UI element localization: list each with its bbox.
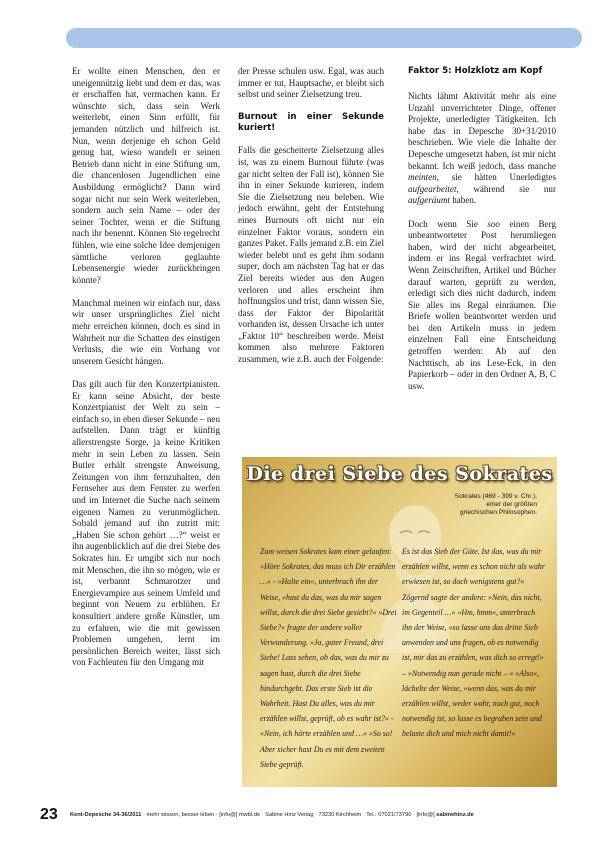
header-bar [66, 28, 582, 48]
page-footer: Kent-Depesche 34-36/2011 · mehr wissen, besser leben · [info@] mwbl.de · Sabine Hinz Verlag · 73230 Kirchheim · Tel.: 07021/73790 · [info@] sabinehinz.de [70, 812, 474, 818]
text-column-2 [238, 66, 384, 377]
paragraph: Nichts lähmt Aktivität mehr als eine Unzahl unverrichteter Dinge, offener Projekte, unerledigter Tätigkeiten. Ich habe das in Depesche 30+31/2010 beschrieben. Wie viele die Inhalte der Depesche umgesetzt haben, ist mir nicht bekannt. Ich weiß jedoch, dass manche meinten, sie hätten Unerledigtes aufgearbeitet, während sie nur aufgeräumt haben. [408, 91, 556, 206]
image-caption: Sokrates (469 - 399 v. Chr.), einer der größten griechischen Philosophen. [454, 493, 537, 517]
section-heading: Faktor 5: Holzklotz am Kopf [408, 66, 543, 76]
paragraph: Doch wenn Sie soo einen Berg unbeantworteter Post herumliegen haben, wird der nicht abgearbeitet, indem er ins Regal verfrachtet wird. Wenn Zeitschriften, Artikel und Bücher darauf warten, geprüft zu werden, erledigt sich dies nicht dadurch, indem Sie alles ins Regal einräumen. Die Briefe wollen beantwortet werden und bei den Artikeln muss in jedem einzelnen Fall eine Entscheidung getroffen werden: Ab auf den Nachttisch, ab ins Lese-Eck, in den Papierkorb – oder in den Ordner A, B, C usw. [408, 218, 556, 391]
paragraph: Das gilt auch für den Konzertpianisten. Er kann seine Absicht, der beste Konzertpianist der Welt zu sein – einfach so, in eben dieser Sekunde – neu aufstellen. Dann trägt er künftig allerstrengste Sorge, ja keine Kritiken mehr in sein Leben zu lassen. Sein Butler erhält strengste Anweisung, Zeitungen von ihm fernzuhalten, den Fernseher aus dem Fenster zu werfen und im Internet die Suche nach seinem eigenen Namen zu verunmöglichen. Sobald jemand auf ihn zutritt mit: „Haben Sie schon gehört …?“ weist er ihn augenblicklich auf die drei Siebe des Sokrates hin. Er umgibt sich nur noch mit Menschen, die ihn so mögen, wie er ist, verbannt Schmarotzer und Energievampire aus seinem Umfeld und beginnt von Neuem zu erblühen. Er konsultiert andere große Künstler, um zu erfahren, wie die mit gewissen Problemen umgehen, lernt im persönlichen Bereich weiter, lässt sich von Fachleuten für den Umgang mit [72, 379, 220, 668]
box-title: Die drei Siebe des Sokrates [246, 463, 553, 485]
quote-left: Zum weisen Sokrates kam einer gelaufen: »Höre Sokrates, das muss ich Dir erzählen …« - »Halte ein«, unterbrach ihn der Weise, »hast du das, was du mir sagen willst, durch die drei Siebe gesiebt?« »Drei Siebe?« fragte der andere voller Verwunderung. »Ja, guter Freund, drei Siebe! Lass sehen, ob das, was du mir zu sagen hast, durch die drei Siebe hindurchgeht. Das erste Sieb ist die Wahrheit. Hast Du alles, was du mir erzählen willst, geprüft, ob es wahr ist?« - »Nein, ich hörte erzählen und …« »So so! Aber sicher hast Du es mit dem zweiten Siebe geprüft. [260, 547, 397, 769]
paragraph: Manchmal meinen wir einfach nur, dass wir unser ursprüngliches Ziel nicht mehr erreichen können, doch es sind in Wahrheit nur die Schatten des einstigen Verlusts, die wie ein Vorhang vor unserem Gesicht hängen. [72, 297, 220, 366]
page-number: 23 [40, 806, 58, 823]
paragraph: der Presse schulen usw. Egal, was auch immer er tut, Hauptsache, er bleibt sich selbst und seiner Zielsetzung treu. [238, 66, 384, 100]
quote-right: Es ist das Sieb der Güte. Ist das, was du mir erzählen willst, wenn es schon nicht als wahr erwiesen ist, so doch wenigstens gut?« Zögernd sagte der andere: »Nein, das nicht, im Gegenteil …« »Hm, hmm«, unterbrach ihn der Weise, »so lasse uns das dritte Sieb anwenden und uns fragen, ob es notwendig ist, mir das zu erzählen, was dich so erregt!« – »Notwendig nun gerade nicht – « »Also«, lächelte der Weise, »wenn das, was du mir erzählen willst, weder wahr, noch gut, noch notwendig ist, so lasse es begraben sein und belaste dich und mich nicht damit!« [402, 547, 545, 739]
text-column-1 [72, 66, 220, 680]
section-heading: Burnout in einer Sekunde kuriert! [238, 112, 384, 134]
text-column-3 [408, 66, 556, 404]
paragraph: Er wollte einen Menschen, den er uneigennützig liebt und dem er das, was er erschaffen hat, vermachen kann. Er wünschte sich, dass sein Werk weiterlebt, einen Sinn erfüllt, für jemanden nützlich und hilfreich ist. Nun, wenn derjenige eh schon Geld genug hat, wieso wandelt er seinen Betrieb dann nicht in eine Stiftung um, die chancenlosen Jugendlichen eine Ausbildung ermöglicht? Dann wird sogar nicht nur sein Werk weiterleben, sondern auch sein Name – oder der seiner Tochter, wenn er die Stiftung nach ihr benennt. Können Sie regelrecht fühlen, wie eine solche Idee demjenigen sämtliche verloren geglaubte Lebensenergie wieder zurückbringen könnte? [72, 66, 220, 285]
sokrates-box [242, 457, 557, 787]
paragraph: Falls die gescheiterte Zielsetzung alles ist, was zu einem Burnout führte (was gar nicht selten der Fall ist), können Sie ihn in einer Sekunde kurieren, indem Sie die Zielsetzung neu beleben. Wie jedoch erwähnt, geht der Entstehung eines Burnouts oft nicht nur ein einzelner Faktor voraus, sondern ein ganzes Paket. Falls jemand z.B. ein Ziel wieder belebt und es geht ihm sodann super, doch am nächsten Tag hat er das Ziel bereits wieder aus den Augen verloren und alles erscheint ihm hoffnungslos und trist, dann wissen Sie, dass der Faktor der Bipolarität vorhanden ist, dessen Ursache ich unter „Faktor 10“ beschreiben werde. Meist kommen also mehrere Faktoren zusammen, wie z.B. auch der Folgende: [238, 145, 384, 365]
